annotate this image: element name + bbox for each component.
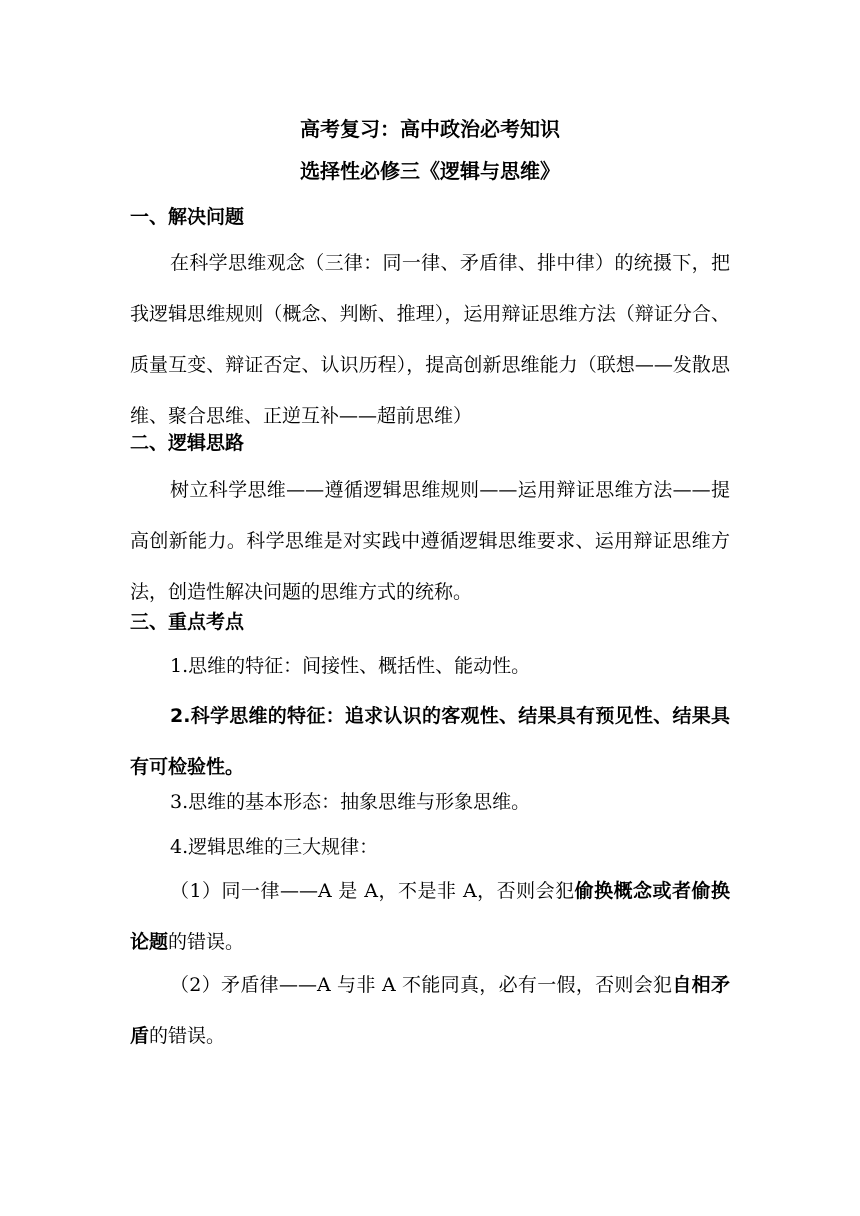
document-title: 高考复习：高中政治必考知识 [300,117,560,141]
section-heading-1: 一、解决问题 [130,206,245,228]
point-3: 3.思维的基本形态：抽象思维与形象思维。 [170,791,531,813]
law-contradiction-emphasis: 自相矛盾 [130,974,730,1047]
law-identity [130,866,730,968]
law-identity-text: （1）同一律——A 是 A，不是非 A，否则会犯 [170,880,575,902]
section-heading-3: 三、重点考点 [130,611,245,633]
document-subtitle: 选择性必修三《逻辑与思维》 [300,159,560,183]
section-1-paragraph: 在科学思维观念（三律：同一律、矛盾律、排中律）的统摄下，把我逻辑思维规则（概念、判断、推理），运用辩证思维方法（辩证分合、质量互变、辩证否定、认识历程），提高创新思维能力（联想——发散思维、聚合思维、正逆互补——超前思维） [130,252,730,427]
point-4: 4.逻辑思维的三大规律： [170,836,379,858]
section-heading-2: 二、逻辑思路 [130,432,245,454]
section-2-paragraph: 树立科学思维——遵循逻辑思维规则——运用辩证思维方法——提高创新能力。科学思维是对实践中遵循逻辑思维要求、运用辩证思维方法，创造性解决问题的思维方式的统称。 [130,479,730,603]
law-contradiction-tail: 的错误。 [149,1025,226,1047]
law-contradiction-text: （2）矛盾律——A 与非 A 不能同真，必有一假，否则会犯 [170,974,673,996]
law-identity-emphasis: 偷换概念或者偷换论题 [130,880,730,953]
law-contradiction [130,960,730,1062]
point-2: 2.科学思维的特征：追求认识的客观性、结果具有预见性、结果具有可检验性。 [130,705,730,778]
law-identity-tail: 的错误。 [168,931,245,953]
point-1: 1.思维的特征：间接性、概括性、能动性。 [170,655,531,677]
